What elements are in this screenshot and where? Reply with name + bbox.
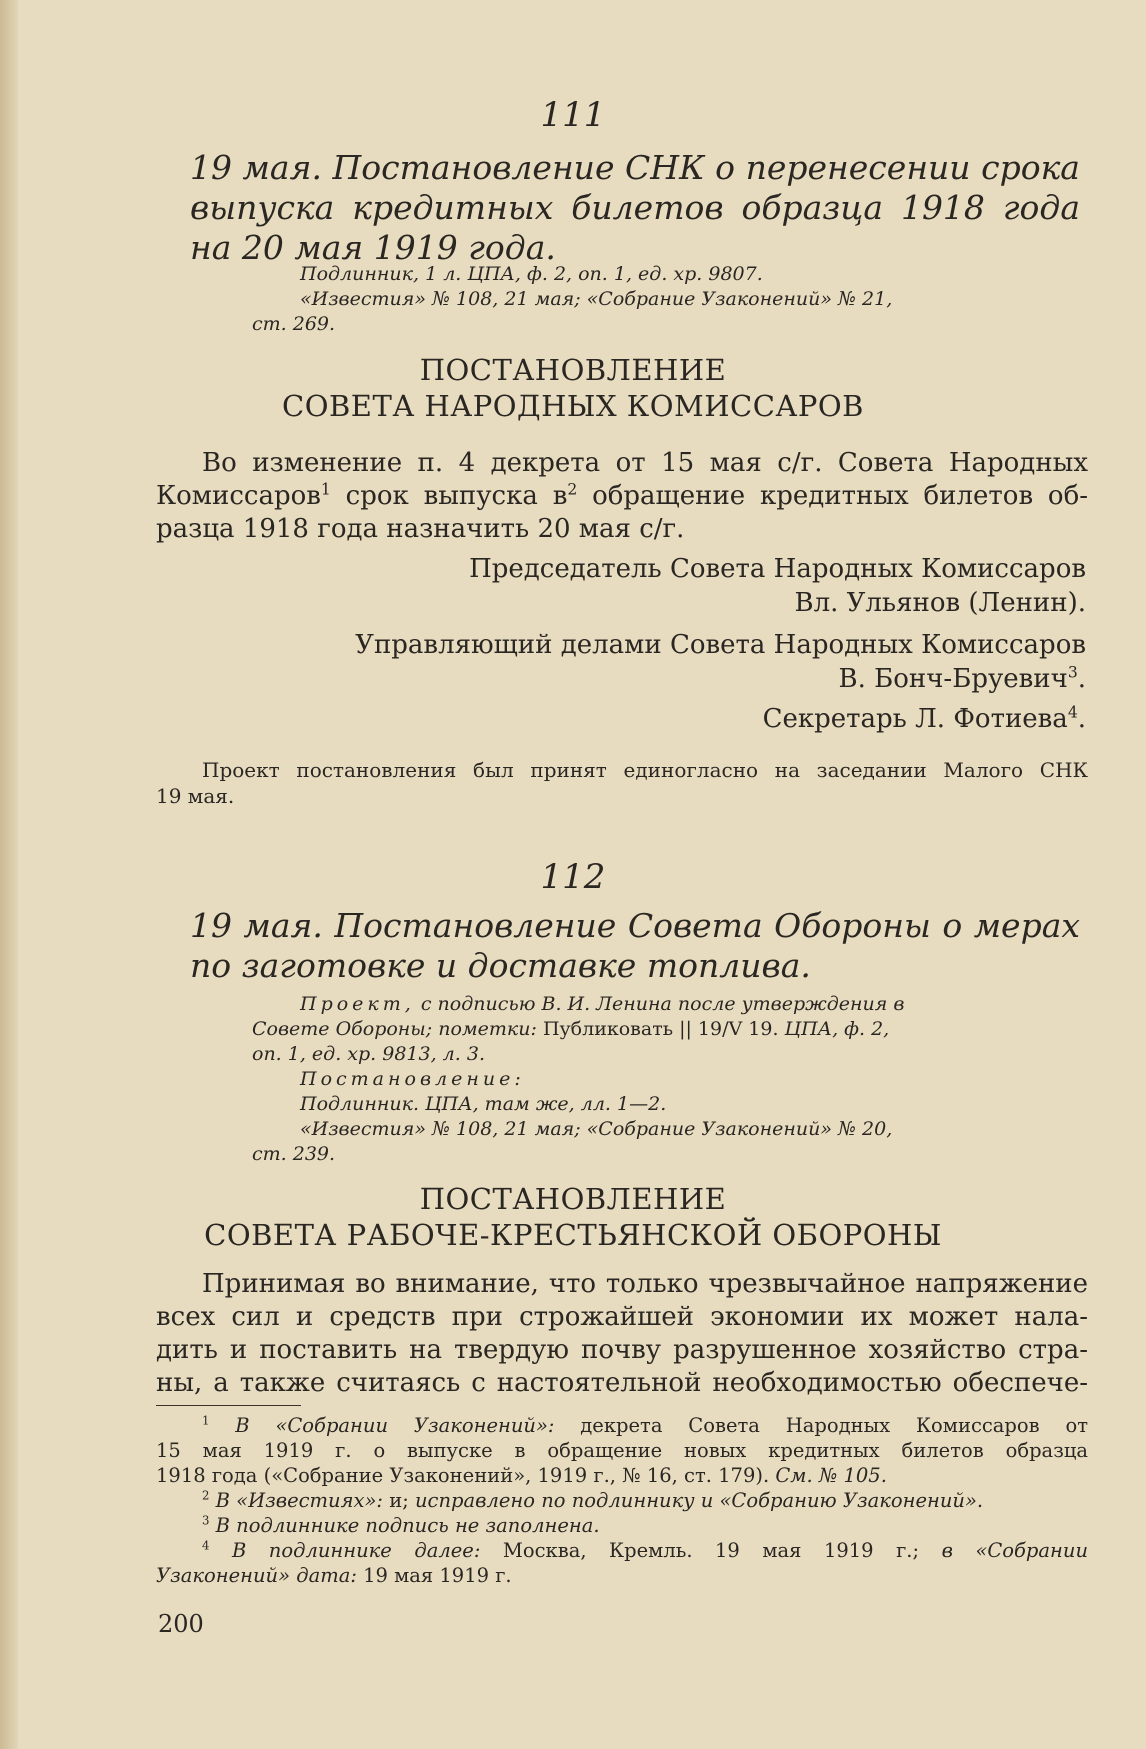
doc112-source-line: Постановление: bbox=[300, 1068, 525, 1090]
body-text: обращение кредитных билетов об- bbox=[577, 481, 1089, 511]
footnote-italic: В подлиннике подпись не заполнена. bbox=[209, 1514, 600, 1537]
footnote-text: и; bbox=[383, 1489, 409, 1512]
doc112-body-line: ны, а также считаясь с настоятельной необходимостью обеспече- bbox=[156, 1368, 1088, 1398]
signature-chairman bbox=[186, 552, 1086, 620]
footnote-italic: В «Собрании Узаконений»: bbox=[209, 1414, 555, 1437]
body-text: срок выпуска в bbox=[330, 481, 568, 511]
footnote-text: декрета Совета Народных Комиссаров от bbox=[554, 1414, 1088, 1437]
signature-name: Вл. Ульянов (Ленин). bbox=[794, 588, 1086, 618]
doc112-source-line: ст. 239. bbox=[252, 1143, 336, 1165]
doc112-title-line: ПОСТАНОВЛЕНИЕ bbox=[419, 1182, 727, 1216]
doc111-title-line: ПОСТАНОВЛЕНИЕ bbox=[419, 353, 727, 387]
footnote-1-line: 15 мая 1919 г. о выпуске в обращение новых кредитных билетов образца bbox=[156, 1439, 1088, 1462]
footnote-italic: в «Собрании bbox=[919, 1539, 1089, 1562]
doc111-number: 111 bbox=[540, 95, 606, 135]
doc112-body-line: всех сил и средств при строжайшей экономии их может нала- bbox=[156, 1302, 1088, 1332]
footnote-4-line bbox=[156, 1563, 1088, 1588]
footnote-1-line bbox=[156, 1463, 1088, 1488]
doc112-body bbox=[156, 1268, 1088, 1400]
source-text: Совете Обороны; пометки: bbox=[252, 1018, 543, 1040]
source-text: с подписью В. И. Ленина после утверждения в bbox=[414, 993, 905, 1015]
doc112-source-line bbox=[300, 992, 1085, 1017]
footnote-ref: 4 bbox=[1067, 703, 1078, 722]
signature-secretary bbox=[186, 702, 1086, 736]
doc111-source-line: Подлинник, 1 л. ЦПА, ф. 2, оп. 1, ед. хр. 9807. bbox=[300, 263, 763, 285]
signature-name: Секретарь Л. Фотиева bbox=[762, 704, 1068, 734]
doc112-number: 112 bbox=[540, 857, 606, 897]
footnote-divider bbox=[156, 1405, 301, 1406]
footnote-text: Москва, Кремль. 19 мая 1919 г.; bbox=[480, 1539, 920, 1562]
footnote-1 bbox=[156, 1413, 1088, 1438]
page-number: 200 bbox=[158, 1610, 204, 1638]
doc111-heading: 19 мая. Постановление СНК о перенесении срока выпуска кредитных билетов образца 1918 года на 20 мая 1919 года. bbox=[190, 148, 1080, 267]
source-text: ЦПА, ф. 2, bbox=[778, 1018, 890, 1040]
body-text: Комиссаров bbox=[156, 481, 321, 511]
footnote-italic: исправлено по подлиннику и «Собранию Узаконений». bbox=[408, 1489, 984, 1512]
doc111-title-line: СОВЕТА НАРОДНЫХ КОМИССАРОВ bbox=[282, 389, 864, 423]
signature-name-line: В. Бонч-Бруевич$^3$. bbox=[838, 663, 1086, 694]
footnote-italic: См. № 105. bbox=[769, 1464, 887, 1487]
spaced-text: Проект, bbox=[300, 993, 415, 1015]
footnote-ref: 2 bbox=[567, 480, 578, 499]
doc111-source-line: ст. 269. bbox=[252, 313, 336, 335]
footnote-mark: 2 bbox=[202, 1488, 210, 1503]
source-text: Публиковать || 19/V 19. bbox=[542, 1018, 779, 1040]
footnote-italic: Узаконений» дата: bbox=[156, 1564, 357, 1587]
note-line: Проект постановления был принят единогласно на заседании Малого СНК bbox=[202, 758, 1088, 782]
footnote-mark: 3 bbox=[202, 1513, 210, 1528]
signature-name-line: Секретарь Л. Фотиева$^4$. bbox=[762, 703, 1086, 734]
footnote-ref: 3 bbox=[1067, 663, 1078, 682]
doc112-title bbox=[0, 1181, 1146, 1253]
doc111-body-line: Во изменение п. 4 декрета от 15 мая с/г. Совета Народных bbox=[202, 448, 1088, 478]
signature-title: Председатель Совета Народных Комиссаров bbox=[469, 554, 1086, 584]
doc112-body-line: Принимая во внимание, что только чрезвычайное напряжение bbox=[202, 1269, 1088, 1299]
footnote-ref: 1 bbox=[320, 480, 331, 499]
footnote-mark: 4 bbox=[202, 1538, 210, 1553]
footnote-text: 1918 года («Собрание Узаконений», 1919 г., № 16, ст. 179). bbox=[156, 1464, 770, 1487]
footnote-4 bbox=[156, 1538, 1088, 1563]
footnote-2 bbox=[156, 1488, 1088, 1513]
footnote-3 bbox=[156, 1513, 1088, 1538]
doc112-body-line: дить и поставить на твердую почву разрушенное хозяйство стра- bbox=[156, 1335, 1088, 1365]
doc111-source bbox=[252, 262, 1085, 337]
doc112-source bbox=[252, 992, 1085, 1167]
doc112-title-line: СОВЕТА РАБОЧЕ-КРЕСТЬЯНСКОЙ ОБОРОНЫ bbox=[204, 1218, 942, 1252]
doc112-source-line: Подлинник. ЦПА, там же, лл. 1—2. bbox=[300, 1093, 667, 1115]
doc111-body bbox=[156, 447, 1088, 546]
doc111-body-line: разца 1918 года назначить 20 мая с/г. bbox=[156, 514, 685, 544]
signature-manager bbox=[186, 628, 1086, 696]
footnote-italic: В «Известиях»: bbox=[209, 1489, 384, 1512]
doc112-source-line: оп. 1, ед. хр. 9813, л. 3. bbox=[252, 1043, 485, 1065]
signature-name: В. Бонч-Бруевич bbox=[838, 664, 1068, 694]
signature-title: Управляющий делами Совета Народных Комиссаров bbox=[355, 630, 1086, 660]
note-line: 19 мая. bbox=[156, 784, 235, 808]
doc112-heading: 19 мая. Постановление Совета Обороны о мерах по заготовке и доставке топлива. bbox=[190, 906, 1080, 985]
doc111-note bbox=[156, 757, 1088, 809]
footnotes bbox=[156, 1413, 1088, 1588]
doc112-source-line: «Известия» № 108, 21 мая; «Собрание Узаконений» № 20, bbox=[300, 1118, 893, 1140]
footnote-text: 19 мая 1919 г. bbox=[356, 1564, 512, 1587]
doc111-body-line bbox=[156, 480, 1088, 513]
doc112-source-line bbox=[252, 1017, 1085, 1042]
doc111-title bbox=[0, 352, 1146, 424]
footnote-italic: В подлиннике далее: bbox=[209, 1539, 481, 1562]
doc111-source-line: «Известия» № 108, 21 мая; «Собрание Узаконений» № 21, bbox=[300, 288, 893, 310]
footnote-mark: 1 bbox=[202, 1413, 210, 1428]
